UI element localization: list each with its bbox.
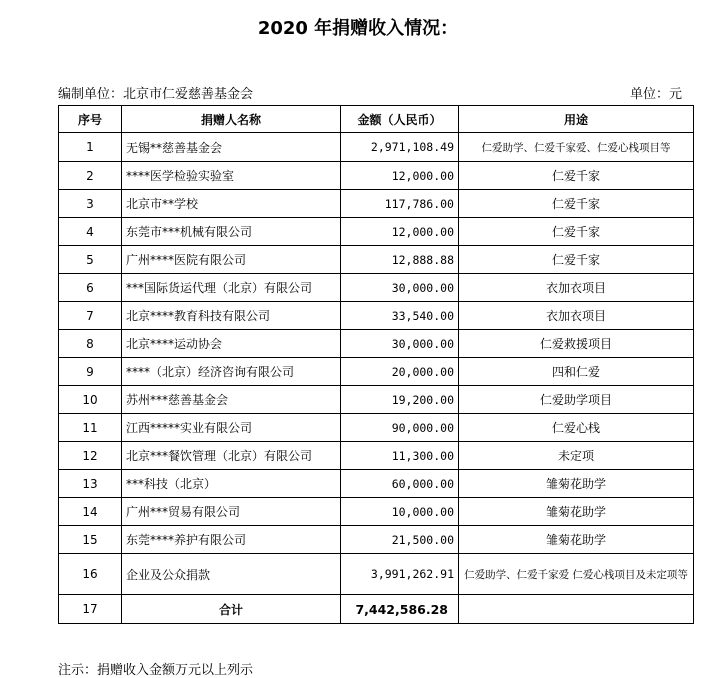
row-no: 1 [59,133,122,162]
purpose: 雏菊花助学 [459,470,694,498]
donor-name: ***科技（北京） [122,470,341,498]
table-row [59,162,694,190]
total-use [459,595,694,624]
page-title: 2020 年捐赠收入情况： [257,18,459,39]
table-row [59,274,694,302]
table-row [59,218,694,246]
purpose: 雏菊花助学 [459,526,694,554]
purpose: 仁爱千家 [459,190,694,218]
row-no: 13 [59,470,122,498]
amount: 117,786.00 [341,190,459,218]
table-row [59,414,694,442]
amount: 33,540.00 [341,302,459,330]
row-no: 15 [59,526,122,554]
header-name: 捐赠人名称 [122,106,341,133]
purpose: 仁爱助学项目 [459,386,694,414]
amount: 30,000.00 [341,274,459,302]
amount: 10,000.00 [341,498,459,526]
table-row [59,470,694,498]
total-label: 合计 [122,595,341,624]
amount: 21,500.00 [341,526,459,554]
purpose: 仁爱心栈 [459,414,694,442]
row-no: 9 [59,358,122,386]
purpose: 衣加衣项目 [459,302,694,330]
table-row [59,554,694,595]
row-no: 12 [59,442,122,470]
amount: 3,991,262.91 [341,554,459,595]
table-row [59,302,694,330]
total-amount: 7,442,586.28 [341,595,459,624]
donor-name: 北京市**学校 [122,190,341,218]
table-row [59,330,694,358]
donor-name: 东莞****养护有限公司 [122,526,341,554]
amount: 12,000.00 [341,162,459,190]
donor-name: ****医学检验实验室 [122,162,341,190]
purpose: 仁爱助学、仁爱千家爱、仁爱心栈项目等 [459,133,694,162]
donation-table [58,105,694,624]
currency-unit: 单位：元 [629,87,682,102]
purpose: 仁爱千家 [459,218,694,246]
header-no: 序号 [59,106,122,133]
donor-name: ****（北京）经济咨询有限公司 [122,358,341,386]
purpose: 仁爱千家 [459,162,694,190]
donor-name: 北京***餐饮管理（北京）有限公司 [122,442,341,470]
donor-name: ***国际货运代理（北京）有限公司 [122,274,341,302]
row-no: 8 [59,330,122,358]
row-no: 4 [59,218,122,246]
purpose: 仁爱救援项目 [459,330,694,358]
amount: 19,200.00 [341,386,459,414]
amount: 11,300.00 [341,442,459,470]
table-row [59,358,694,386]
row-no: 16 [59,554,122,595]
purpose: 未定项 [459,442,694,470]
donor-name: 无锡**慈善基金会 [122,133,341,162]
table-row [59,526,694,554]
amount: 20,000.00 [341,358,459,386]
donor-name: 江西*****实业有限公司 [122,414,341,442]
amount: 90,000.00 [341,414,459,442]
amount: 30,000.00 [341,330,459,358]
purpose: 仁爱千家 [459,246,694,274]
table-row [59,386,694,414]
row-no: 10 [59,386,122,414]
row-no: 5 [59,246,122,274]
compiling-unit: 编制单位：北京市仁爱慈善基金会 [58,87,254,102]
donor-name: 企业及公众捐款 [122,554,341,595]
total-no: 17 [59,595,122,624]
donor-name: 东莞市***机械有限公司 [122,218,341,246]
amount: 60,000.00 [341,470,459,498]
header-use: 用途 [459,106,694,133]
table-row [59,133,694,162]
purpose: 雏菊花助学 [459,498,694,526]
donor-name: 广州***贸易有限公司 [122,498,341,526]
table-row [59,246,694,274]
purpose: 仁爱助学、仁爱千家爱 仁爱心栈项目及未定项等 [459,554,694,595]
header-amount: 金额（人民币） [341,106,459,133]
donor-name: 广州****医院有限公司 [122,246,341,274]
amount: 2,971,108.49 [341,133,459,162]
table-row [59,190,694,218]
row-no: 11 [59,414,122,442]
row-no: 6 [59,274,122,302]
donor-name: 北京****运动协会 [122,330,341,358]
purpose: 四和仁爱 [459,358,694,386]
table-row [59,498,694,526]
amount: 12,000.00 [341,218,459,246]
footnote: 注示：捐赠收入金额万元以上列示 [58,663,254,678]
purpose: 衣加衣项目 [459,274,694,302]
row-no: 14 [59,498,122,526]
total-row [59,595,694,624]
donor-name: 苏州***慈善基金会 [122,386,341,414]
table-header-row [59,106,694,133]
amount: 12,888.88 [341,246,459,274]
row-no: 2 [59,162,122,190]
row-no: 7 [59,302,122,330]
row-no: 3 [59,190,122,218]
table-row [59,442,694,470]
donor-name: 北京****教育科技有限公司 [122,302,341,330]
